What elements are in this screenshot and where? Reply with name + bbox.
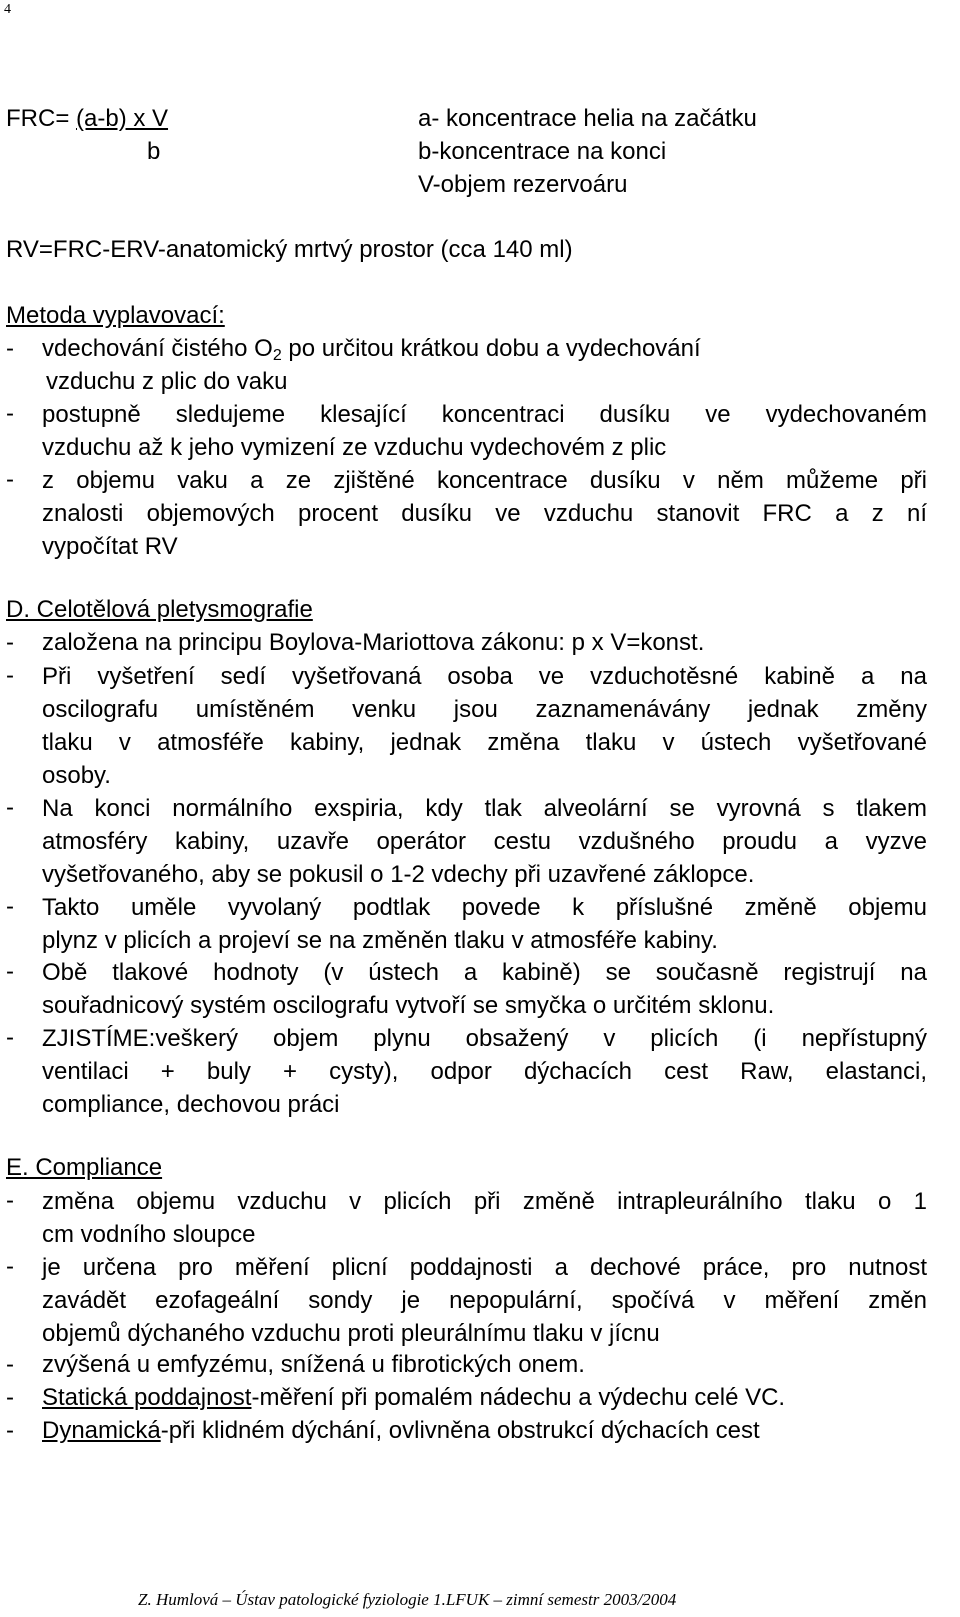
frc-formula-left: FRC=: [6, 105, 77, 132]
list-bullet: -: [6, 1417, 14, 1444]
list-bullet: -: [6, 1024, 14, 1051]
washout-item-3: z objemu vaku a ze zjištěné koncentrace dusíku v něm můžeme při znalosti objemových procent dusíku ve vzduchu stanovit FRC a z ní vypočítat RV: [42, 467, 927, 560]
washout-item-1-line-2: vzduchu z plic do vaku: [46, 368, 288, 395]
list-bullet: -: [6, 466, 14, 493]
pleth-item-5: Obě tlakové hodnoty (v ústech a kabině) se současně registrují na souřadnicový systém oscilografu vytvoří se smyčka o určitém sklonu.: [42, 959, 927, 1019]
rv-line: RV=FRC-ERV-anatomický mrtvý prostor (cca 140 ml): [6, 236, 573, 263]
washout-heading: Metoda vyplavovací:: [6, 302, 225, 329]
plethysmography-heading: D. Celotělová pletysmografie: [6, 596, 313, 623]
list-bullet: -: [6, 335, 14, 362]
frc-legend-b: b-koncentrace na konci: [418, 138, 667, 165]
page-footer: Z. Humlová – Ústav patologické fyziologie 1.LFUK – zimní semestr 2003/2004: [138, 1590, 677, 1609]
pleth-item-6: ZJISTÍME:veškerý objem plynu obsažený v plicích (i nepřístupný ventilaci + buly + cysty), odpor dýchacích cest Raw, elastanci, compliance, dechovou práci: [42, 1025, 927, 1118]
pleth-item-1: založena na principu Boylova-Mariottova zákonu: p x V=konst.: [42, 629, 705, 656]
dynamic-compliance-term: Dynamická: [42, 1417, 161, 1444]
compliance-heading: E. Compliance: [6, 1154, 163, 1181]
pleth-item-3: Na konci normálního exspiria, kdy tlak alveolární se vyrovná s tlakem atmosféry kabiny, uzavře operátor cestu vzdušného proudu a vyzve vyšetřovaného, aby se pokusil o 1-2 vdechy při uzavřené záklopce.: [42, 795, 927, 888]
list-bullet: -: [6, 1187, 14, 1214]
list-bullet: -: [6, 629, 14, 656]
compliance-item-4: Statická poddajnost-měření při pomalém nádechu a výdechu celé VC.: [42, 1384, 786, 1411]
list-bullet: -: [6, 893, 14, 920]
frc-legend-v: V-objem rezervoáru: [418, 171, 628, 198]
page-number: 4: [4, 2, 11, 17]
washout-item-2: postupně sledujeme klesající koncentraci dusíku ve vydechovaném vzduchu až k jeho vymizení ze vzduchu vydechovém z plic: [42, 401, 927, 461]
list-bullet: -: [6, 1351, 14, 1378]
static-compliance-term: Statická poddajnost: [42, 1384, 252, 1411]
frc-formula: [6, 103, 168, 135]
pleth-item-4: Takto uměle vyvolaný podtlak povede k příslušné změně objemu plynz v plicích a projeví se na změněn tlaku v atmosféře kabiny.: [42, 894, 927, 954]
frc-formula-numerator: (a-b) x V: [76, 105, 169, 132]
compliance-item-3: zvýšená u emfyzému, snížená u fibrotických onem.: [42, 1351, 585, 1378]
list-bullet: -: [6, 794, 14, 821]
frc-formula-denominator: b: [147, 138, 161, 165]
pleth-item-2: Při vyšetření sedí vyšetřovaná osoba ve vzduchotěsné kabině a na oscilografu umístěném venku jsou zaznamenávány jednak změny tlaku v atmosféře kabiny, jednak změna tlaku v ústech vyšetřované osoby.: [42, 663, 927, 789]
list-bullet: -: [6, 400, 14, 427]
washout-item-1-line-1: vdechování čistého $O_2$ po určitou krátkou dobu a vydechování: [42, 335, 701, 364]
list-bullet: -: [6, 1384, 14, 1411]
compliance-item-1: změna objemu vzduchu v plicích při změně intrapleurálního tlaku o 1 cm vodního sloupce: [42, 1188, 927, 1248]
compliance-item-2: je určena pro měření plicní poddajnosti a dechové práce, pro nutnost zavádět ezofageální sondy je nepopulární, spočívá v měření změn objemů dýchaného vzduchu proti pleurálnímu tlaku v jícnu: [42, 1254, 927, 1347]
list-bullet: -: [6, 662, 14, 689]
list-bullet: -: [6, 1253, 14, 1280]
compliance-item-5: Dynamická-při klidném dýchání, ovlivněna obstrukcí dýchacích cest: [42, 1417, 760, 1444]
list-bullet: -: [6, 958, 14, 985]
frc-legend-a: a- koncentrace helia na začátku: [418, 105, 757, 132]
